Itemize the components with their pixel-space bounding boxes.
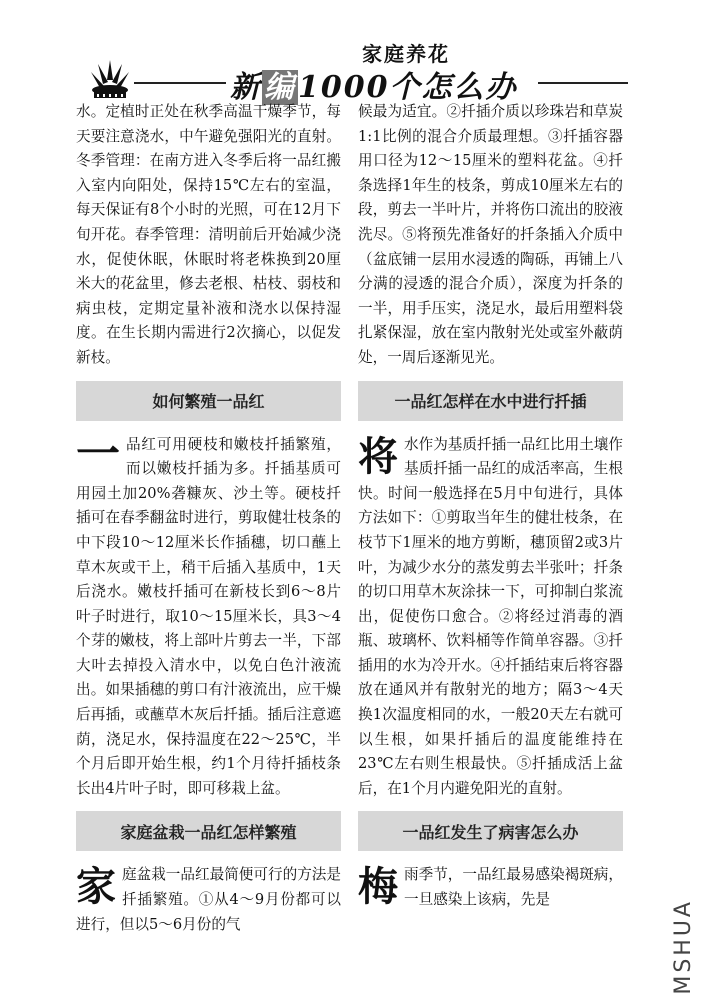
series-small-title: 家庭养花 xyxy=(362,42,450,66)
section-heading-propagation: 如何繁殖一品红 xyxy=(76,381,341,421)
paragraph-disease-text: 雨季节，一品红最易感染褐斑病，一旦感染上该病，先是 xyxy=(404,866,623,909)
series-header xyxy=(70,38,630,108)
section-heading-water-cutting: 一品红怎样在水中进行扦插 xyxy=(358,381,623,421)
series-highlight: 编 xyxy=(264,70,296,105)
series-prefix: 新 xyxy=(230,70,262,105)
header-rule-left xyxy=(134,82,226,84)
drop-cap: 家 xyxy=(76,864,116,911)
right-column xyxy=(358,100,623,913)
paragraph-planting-care: 水。定植时正处在秋季高温干燥季节，每天要注意浇水，中午避免强阳光的直射。冬季管理：在南方进入冬季后将一品红搬入室内向阳处，保持15℃左右的室温，每天保证有8个小时的光照，可在12月下旬开花。春季管理：清明前后开始减少浇水，促使休眠，休眠时将老株换到20厘米大的花盆里，修去老根、枯枝、弱枝和病虫枝，定期定量补液和浇水以保持湿度。在生长期内需进行2次摘心，以促发新枝。 xyxy=(76,103,341,366)
paragraph-pot-propagation xyxy=(76,863,341,937)
paragraph-propagation-text: 品红可用硬枝和嫩枝扦插繁殖，而以嫩枝扦插为多。扦插基质可用园土加20%砻糠灰、沙土等。硬枝扦插可在春季翻盆时进行，剪取健壮枝条的中下段10～12厘米长作插穗，切口蘸上草木灰或干上，稍干后插入基质中，1天后浇水。嫩枝扦插可在新枝长到6～8片叶子时进行，取10～15厘米长，具3～4个芽的嫩枝，将上部叶片剪去一半，下部大叶去掉投入清水中，以免白色汁液流出。如果插穗的剪口有汁液流出，应干燥后再插，或蘸草木灰后扦插。插后注意遮荫，浇足水，保持温度在22～25℃，半个月后即开始生根，约1个月待扦插枝条长出4片叶子时，即可移栽上盆。 xyxy=(76,435,341,797)
header-rule-right xyxy=(538,82,628,84)
paragraph-water-cutting xyxy=(358,433,623,802)
drop-cap: 梅 xyxy=(358,864,398,911)
flower-logo-icon xyxy=(88,56,132,100)
left-column xyxy=(76,100,341,937)
paragraph-propagation xyxy=(76,428,341,802)
paragraph-water-cutting-text: 水作为基质扦插一品红比用土壤作基质扦插一品红的成活率高，生根快。时间一般选择在5月中旬进行，具体方法如下：①剪取当年生的健壮枝条，在枝节下1厘米的地方剪断，穗顶留2或3片叶，为减少水分的蒸发剪去半张叶；扦条的切口用草木灰涂抹一下，可抑制白浆流出，促使伤口愈合。②将经过消毒的酒瓶、玻璃杯、饮料桶等作简单容器。③扦插用的水为冷开水。④扦插结束后将容器放在通风并有散射光的地方；隔3～4天换1次温度相同的水，一般20天左右就可以生根，如果扦插后的温度能维持在23℃左右则生根最快。⑤扦插成活上盆后，在1个月内避免阳光的直射。 xyxy=(358,435,623,797)
series-rest: 1000个怎么办 xyxy=(298,70,518,105)
drop-cap: 一 xyxy=(76,428,120,480)
drop-cap: 将 xyxy=(358,433,398,480)
paragraph-pot-propagation-text: 庭盆栽一品红最简便可行的方法是扦插繁殖。①从4～9月份都可以进行，但以5～6月份的气 xyxy=(76,866,341,933)
paragraph-disease xyxy=(358,863,623,912)
paragraph-cutting-method: 候最为适宜。②扦插介质以珍珠岩和草炭1:1比例的混合介质最理想。③扦插容器用口径为12～15厘米的塑料花盆。④扦条选择1年生的枝条，剪成10厘米左右的段，剪去一半叶片，并将伤口流出的胶液洗尽。⑤将预先准备好的扦条插入介质中（盆底铺一层用水浸透的陶砾，再铺上八分满的浸透的混合介质），深度为扦条的一半，用手压实，浇足水，最后用塑料袋扎紧保湿，放在室内散射光处或室外蔽荫处，一周后逐渐见光。 xyxy=(358,103,623,366)
section-heading-pot-propagation: 家庭盆栽一品红怎样繁殖 xyxy=(76,811,341,851)
section-heading-disease: 一品红发生了病害怎么办 xyxy=(358,811,623,851)
watermark: MSHUA xyxy=(671,899,696,995)
